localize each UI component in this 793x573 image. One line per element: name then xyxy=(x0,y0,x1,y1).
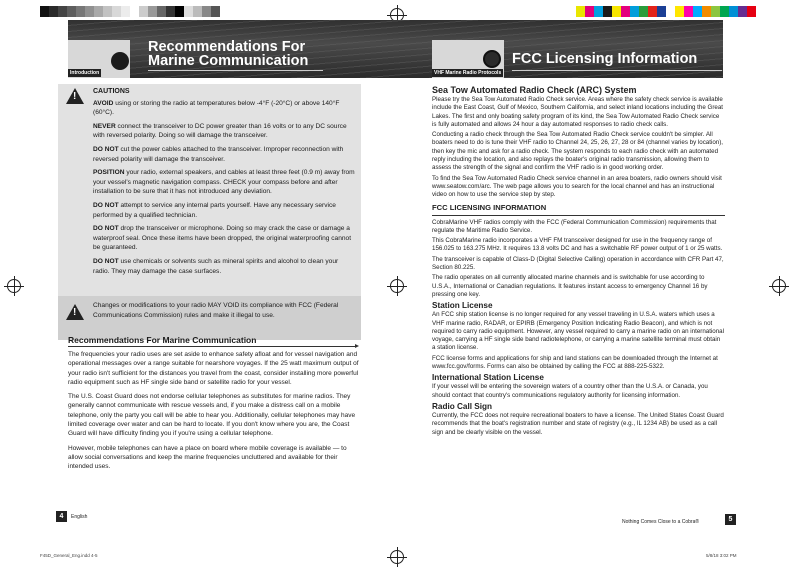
paragraph: The frequencies your radio uses are set aside to enhance safety afloat and for vessel navigation and operational messages over a range suitable for nearshore voyages. If the 25 watt maximum output of your radio isn't sufficient for the distances you travel from the coast, consider installing more powerful radio equipment such as HF single side band or satellite radio for your vessel. xyxy=(68,351,359,386)
color-swatch xyxy=(693,6,702,17)
section-rule xyxy=(68,346,356,347)
warning-icon: ! xyxy=(66,88,84,104)
paragraph: FCC license forms and applications for ship and land stations can be downloaded through the Internet at www.fcc.gov/forms. Forms can also be obtained by calling the FCC at 888-225-5322. xyxy=(432,354,718,371)
radio-icon xyxy=(483,50,501,68)
color-swatch xyxy=(157,6,166,17)
color-swatch xyxy=(76,6,85,17)
color-swatch xyxy=(639,6,648,17)
registration-mark-bottom xyxy=(390,550,404,564)
color-swatch xyxy=(648,6,657,17)
color-swatch xyxy=(85,6,94,17)
marine-communication-body xyxy=(68,350,360,477)
color-swatch xyxy=(130,6,139,17)
paragraph: Please try the Sea Tow Automated Radio Check service. Areas where the safety check service is available include the East Coast, Gulf of Mexico, Southern California, and select inland locations including the Great Lakes. The first and only boating safety program of its kind, the Sea Tow Automated Radio Check service is fully automated and allows 24 hour a day automated responses to radio check calls. xyxy=(432,96,723,128)
color-swatch xyxy=(166,6,175,17)
right-title-underline xyxy=(512,70,722,71)
cautions-list xyxy=(93,87,355,280)
file-slug-right: 5/8/18 3:02 PM xyxy=(706,553,737,558)
color-swatch xyxy=(729,6,738,17)
left-tab-label: Introduction xyxy=(70,70,100,76)
color-swatch xyxy=(630,6,639,17)
speaker-icon xyxy=(111,52,129,70)
paragraph: The radio operates on all currently allocated marine channels and is switchable for use according to U.S.A., International or Canadian regulations. It features instant access to emergency Channel 16 by pressing one key. xyxy=(432,274,708,298)
paragraph: However, mobile telephones can have a place on board where mobile coverage is available — to allow social conversations and keep the marine frequencies uncluttered and available for their intended uses. xyxy=(68,444,347,471)
caution-item: AVOID using or storing the radio at temperatures below -4°F (-20°C) or above 140°F (60°C). xyxy=(93,99,340,117)
color-swatch xyxy=(49,6,58,17)
color-swatch xyxy=(58,6,67,17)
color-swatch xyxy=(684,6,693,17)
color-swatch xyxy=(720,6,729,17)
color-swatch xyxy=(666,6,675,17)
paragraph: Currently, the FCC does not require recreational boaters to have a license. The United States Coast Guard recommends that the boat's registration number and state of registry (e.g., IL 1234 AB) be used as a call sign and be clearly visible on the vessel. xyxy=(432,411,724,436)
left-title-underline xyxy=(148,70,323,71)
paragraph: To find the Sea Tow Automated Radio Check service channel in an area boaters, radio owners should visit www.seatow.com/arc. The web page allows you to search for the local channel and has an instructional video on how to use the service step by step. xyxy=(432,174,722,199)
warning-icon: ! xyxy=(66,304,84,320)
color-swatch xyxy=(148,6,157,17)
color-calibration-bar-left xyxy=(40,6,220,17)
color-swatch xyxy=(139,6,148,17)
registration-mark-center xyxy=(390,279,404,293)
sea-tow-heading: Sea Tow Automated Radio Check (ARC) System xyxy=(432,85,637,95)
caution-item: DO NOT cut the power cables attached to the transceiver. Improper reconnection with reversed polarity will damage the transceiver. xyxy=(93,145,344,163)
left-page-title-line2: Marine Communication xyxy=(148,53,309,69)
radio-call-sign-heading: Radio Call Sign xyxy=(432,401,493,411)
right-tab-label: VHF Marine Radio Protocols xyxy=(434,70,502,76)
paragraph: CobraMarine VHF radios comply with the FCC (Federal Communication Commission) requirements that regulate the Maritime Radio Service. xyxy=(432,218,717,234)
color-swatch xyxy=(621,6,630,17)
color-swatch xyxy=(576,6,585,17)
registration-mark-left xyxy=(7,279,21,293)
color-swatch xyxy=(175,6,184,17)
color-swatch xyxy=(40,6,49,17)
caution-item: DO NOT drop the transceiver or microphone. Doing so may crack the case or damage a waterproof seal. Once these items have been dropped, the original waterproofing cannot be guaranteed. xyxy=(93,225,352,252)
color-swatch xyxy=(675,6,684,17)
color-swatch xyxy=(211,6,220,17)
footer-label-right: Nothing Comes Close to a Cobra® xyxy=(622,519,700,525)
color-swatch xyxy=(594,6,603,17)
color-swatch xyxy=(603,6,612,17)
color-swatch xyxy=(103,6,112,17)
footer-label-left: English xyxy=(71,514,88,520)
caution-item: DO NOT attempt to service any internal parts yourself. Have any necessary service performed by a qualified technician. xyxy=(93,201,336,219)
color-swatch xyxy=(585,6,594,17)
left-page-title-line1: Recommendations For xyxy=(148,39,306,55)
color-swatch xyxy=(202,6,211,17)
color-swatch xyxy=(612,6,621,17)
caution-item: NEVER connect the transceiver to DC power greater than 16 volts or to any DC source with reversed polarity. Doing so will damage the transceiver. xyxy=(93,122,347,140)
fcc-licensing-heading: FCC LICENSING INFORMATION xyxy=(432,202,547,212)
fcc-heading-wrap xyxy=(432,203,725,216)
paragraph: An FCC ship station license is no longer required for any vessel traveling in U.S.A. waters which uses a VHF marine radio, RADAR, or EPIRB (Emergency Position Indicating Radio Beacon), and which is not required to carry radio equipment. However, any vessel required to carry a marine radio on an international voyage, carrying a HF single side band radiotelephone, or carrying a marine satellite terminal must obtain a station license. xyxy=(432,311,724,352)
paragraph: The transceiver is capable of Class-D (Digital Selective Calling) operation in accordance with CFR Part 47, Section 80.225. xyxy=(432,255,724,272)
color-swatch xyxy=(121,6,130,17)
paragraph: Conducting a radio check through the Sea Tow Automated Radio Check service couldn't be simpler. All boaters need to do is tune their VHF radio to Channel 24, 25, 26, 27, 28 or 84 (channel varies by location), then key the mic and ask for a radio check. The system responds to each radio check with an automated reply including the location, and also replays the boater's original radio transmission, allowing them to assess the strength of the signal and confirm the VHF radio is in good working order. xyxy=(432,131,723,172)
file-slug-left: F45D_General_Eng.indd 4-5 xyxy=(40,553,98,558)
registration-mark-right xyxy=(772,279,786,293)
right-page-title: FCC Licensing Information xyxy=(512,51,698,67)
color-swatch xyxy=(184,6,193,17)
station-license-heading: Station License xyxy=(432,301,493,311)
international-license-heading: International Station License xyxy=(432,373,544,383)
paragraph: If your vessel will be entering the sovereign waters of a country other than the U.S.A. or Canada, you should contact that country's communications regulatory authority for licensing information. xyxy=(432,383,708,399)
page-number-left: 4 xyxy=(56,511,67,522)
color-swatch xyxy=(738,6,747,17)
right-page-body xyxy=(432,85,725,439)
color-swatch xyxy=(94,6,103,17)
caution-item: POSITION your radio, external speakers, and cables at least three feet (0.9 m) away from your vessel's magnetic navigation compass. CHECK your compass before and after installation to be sure that it has not introduced any deviation. xyxy=(93,169,355,196)
color-swatch xyxy=(711,6,720,17)
color-swatch xyxy=(702,6,711,17)
paragraph: This CobraMarine radio incorporates a VHF FM transceiver designed for use in the frequency range of 156.025 to 163.275 MHz. It requires 13.8 volts DC and has a switchable RF power output of 1 or 25 watts. xyxy=(432,237,723,253)
caution-item: DO NOT use chemicals or solvents such as mineral spirits and alcohol to clean your radio. They may damage the case surfaces. xyxy=(93,257,339,275)
paragraph: The U.S. Coast Guard does not endorse cellular telephones as substitutes for marine radios. They generally cannot communicate with rescue vessels and, if you make a distress call on a mobile telephone, only the party you call will be able to hear you. Additionally, cellular telephones may have limited coverage over water and can be hard to locate. If you don't know where you are, the Coast Guard will have difficulty finding you if you're using a cellular telephone. xyxy=(68,393,356,438)
color-swatch xyxy=(657,6,666,17)
page-number-right: 5 xyxy=(725,514,736,525)
color-swatch xyxy=(112,6,121,17)
color-calibration-bar-right xyxy=(576,6,756,17)
cautions-heading: CAUTIONS xyxy=(93,88,130,95)
fcc-compliance-note: Changes or modifications to your radio MAY VOID its compliance with FCC (Federal Communications Commission) rules and make it illegal to use. xyxy=(93,302,339,319)
color-swatch xyxy=(747,6,756,17)
color-swatch xyxy=(67,6,76,17)
color-swatch xyxy=(193,6,202,17)
marine-communication-heading: Recommendations For Marine Communication xyxy=(68,335,257,345)
